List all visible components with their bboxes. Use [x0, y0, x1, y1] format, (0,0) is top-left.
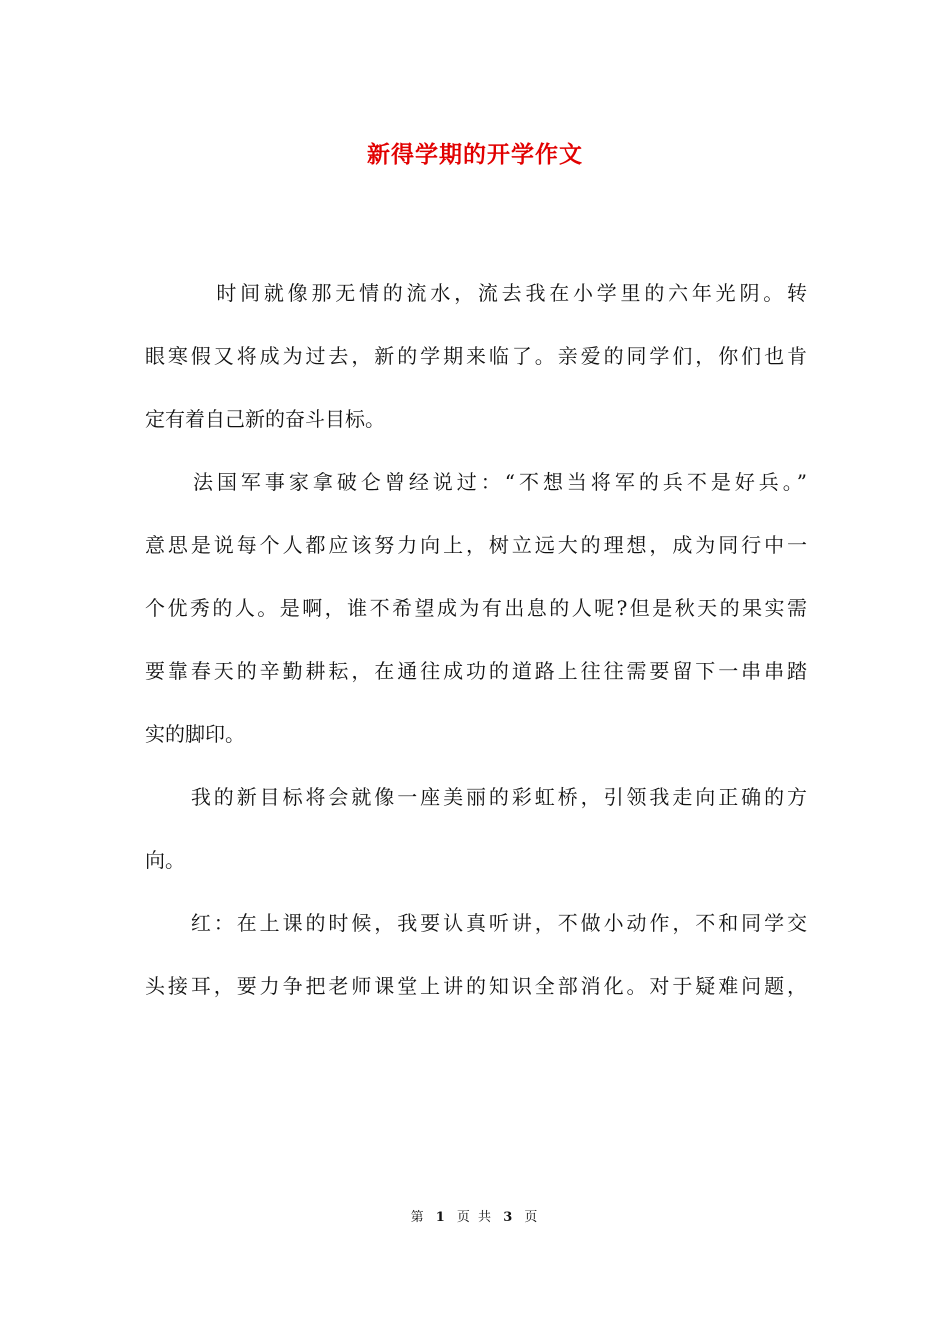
- footer-prefix: 第: [410, 1210, 426, 1225]
- footer-page-number: 1: [435, 1210, 447, 1225]
- text-line: 向。: [145, 848, 185, 872]
- footer-total-pages: 3: [503, 1210, 515, 1225]
- text-line: 我的新目标将会就像一座美丽的彩虹桥，引领我走向正确的方: [145, 785, 807, 809]
- document-body: [145, 276, 807, 1032]
- text-line: 定有着自己新的奋斗目标。: [145, 407, 385, 431]
- footer-middle: 页 共: [456, 1210, 494, 1225]
- text-line: 眼寒假又将成为过去，新的学期来临了。亲爱的同学们，你们也肯: [145, 344, 807, 368]
- text-line: 要靠春天的辛勤耕耘，在通往成功的道路上往往需要留下一串串踏: [145, 659, 807, 683]
- page-footer: [0, 1209, 950, 1227]
- text-line: 头接耳，要力争把老师课堂上讲的知识全部消化。对于疑难问题，: [145, 974, 807, 998]
- document-title: 新得学期的开学作文: [367, 141, 583, 168]
- text-line: 意思是说每个人都应该努力向上，树立远大的理想，成为同行中一: [145, 533, 807, 557]
- text-line: 时间就像那无情的流水，流去我在小学里的六年光阴。转: [145, 281, 807, 305]
- text-line: 实的脚印。: [145, 722, 245, 746]
- footer-suffix: 页: [524, 1210, 540, 1225]
- text-line: 法国军事家拿破仑曾经说过：“不想当将军的兵不是好兵。”: [145, 470, 807, 494]
- text-line: 红：在上课的时候，我要认真听讲，不做小动作，不和同学交: [145, 911, 807, 935]
- text-line: 个优秀的人。是啊，谁不希望成为有出息的人呢?但是秋天的果实需: [145, 596, 807, 620]
